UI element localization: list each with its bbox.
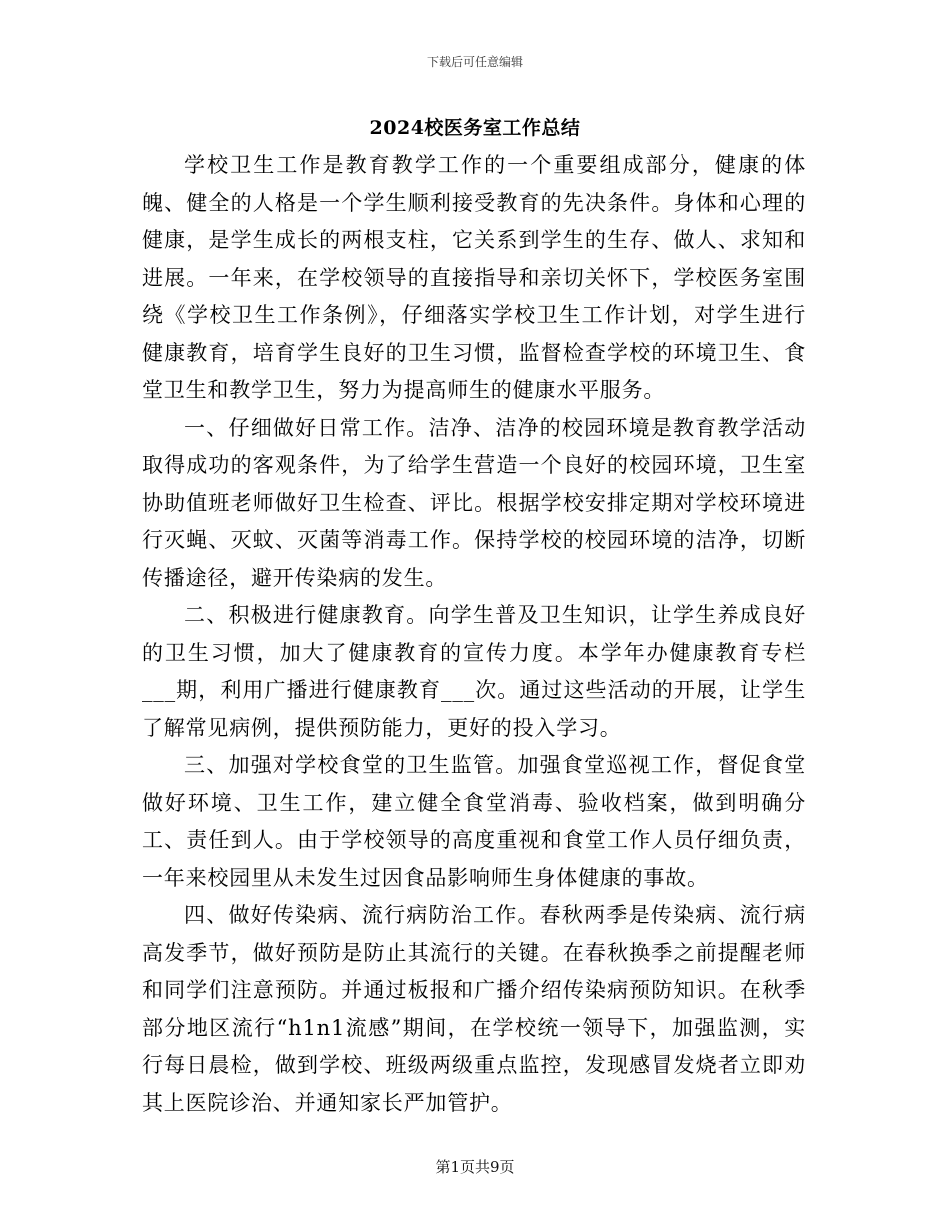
paragraph-health-education: 二、积极进行健康教育。向学生普及卫生知识，让学生养成良好的卫生习惯，加大了健康教育的宣传力度。本学年办健康教育专栏___期，利用广播进行健康教育___次。通过这些活动的开展，让学生了解常见病例，提供预防能力，更好的投入学习。 bbox=[142, 603, 806, 740]
paragraph-disease-prevention: 四、做好传染病、流行病防治工作。春秋两季是传染病、流行病高发季节，做好预防是防止其流行的关键。在春秋换季之前提醒老师和同学们注意预防。并通过板报和广播介绍传染病预防知识。在秋季部分地区流行“h1n1流感”期间，在学校统一领导下，加强监测，实行每日晨检，做到学校、班级两级重点监控，发现感冒发烧者立即劝其上医院诊治、并通知家长严加管护。 bbox=[142, 903, 806, 1115]
document-title: 2024校医务室工作总结 bbox=[369, 117, 581, 139]
page-number: 第1页共9页 bbox=[435, 1158, 515, 1176]
paragraph-canteen-supervision: 三、加强对学校食堂的卫生监管。加强食堂巡视工作，督促食堂做好环境、卫生工作，建立健全食堂消毒、验收档案，做到明确分工、责任到人。由于学校领导的高度重视和食堂工作人员仔细负责，一年来校园里从未发生过因食品影响师生身体健康的事故。 bbox=[142, 753, 806, 890]
header-note: 下载后可任意编辑 bbox=[426, 55, 523, 69]
paragraph-intro: 学校卫生工作是教育教学工作的一个重要组成部分，健康的体魄、健全的人格是一个学生顺利接受教育的先决条件。身体和心理的健康，是学生成长的两根支柱，它关系到学生的生存、做人、求知和进展。一年来，在学校领导的直接指导和亲切关怀下，学校医务室围绕《学校卫生工作条例》，仔细落实学校卫生工作计划，对学生进行健康教育，培育学生良好的卫生习惯，监督检查学校的环境卫生、食堂卫生和教学卫生，努力为提高师生的健康水平服务。 bbox=[142, 153, 806, 402]
paragraph-daily-work: 一、仔细做好日常工作。洁净、洁净的校园环境是教育教学活动取得成功的客观条件，为了给学生营造一个良好的校园环境，卫生室协助值班老师做好卫生检查、评比。根据学校安排定期对学校环境进行灭蝇、灭蚊、灭菌等消毒工作。保持学校的校园环境的洁净，切断传播途径，避开传染病的发生。 bbox=[142, 415, 806, 590]
document-body bbox=[142, 147, 806, 1122]
